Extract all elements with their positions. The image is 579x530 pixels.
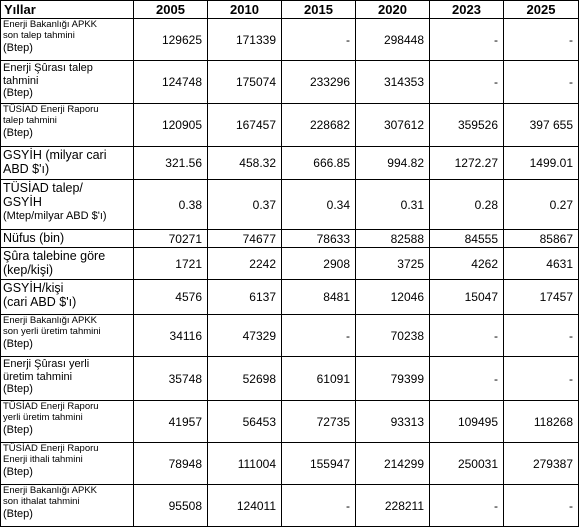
cell-value: 120905 — [134, 104, 208, 147]
cell-value: 47329 — [208, 315, 282, 357]
cell-value: 34116 — [134, 315, 208, 357]
table-row — [1, 443, 579, 485]
cell-value: 109495 — [430, 401, 504, 443]
row-label-line: Enerji ithali tahmini — [3, 453, 83, 465]
row-label-line: (Btep) — [3, 126, 33, 139]
cell-value: 15047 — [430, 280, 504, 315]
row-label-line: ABD $'ı) — [3, 162, 50, 177]
row-label-line: Şûra talebine göre — [3, 249, 106, 263]
cell-value: 0.28 — [430, 180, 504, 230]
row-label-line: Enerji Şûrası talep — [3, 62, 93, 74]
row-label-line: Enerji Şûrası yerli — [3, 358, 90, 370]
row-label-line: yerli üretim tahmini — [3, 411, 83, 423]
row-label-line: TÜSİAD talep/ — [3, 181, 83, 195]
cell-value: 8481 — [282, 280, 356, 315]
cell-value: - — [504, 485, 579, 527]
row-label — [1, 443, 134, 485]
cell-value: 111004 — [208, 443, 282, 485]
cell-value: 279387 — [504, 443, 579, 485]
row-label — [1, 19, 134, 61]
cell-value: 321.56 — [134, 147, 208, 180]
cell-value: - — [430, 61, 504, 104]
row-label — [1, 401, 134, 443]
row-label-line: TÜSİAD Enerji Raporu — [3, 443, 99, 454]
table-row — [1, 61, 579, 104]
cell-value: 93313 — [356, 401, 430, 443]
cell-value: 298448 — [356, 19, 430, 61]
row-label-line: (Btep) — [3, 507, 33, 520]
header-2010: 2010 — [208, 1, 282, 19]
cell-value: 95508 — [134, 485, 208, 527]
cell-value: 228211 — [356, 485, 430, 527]
cell-value: - — [504, 19, 579, 61]
row-label — [1, 357, 134, 401]
row-label-line: Nüfus (bin) — [3, 231, 65, 245]
cell-value: 70238 — [356, 315, 430, 357]
cell-value: 17457 — [504, 280, 579, 315]
table-row — [1, 401, 579, 443]
cell-value: 78948 — [134, 443, 208, 485]
row-label — [1, 230, 134, 248]
row-label-line: Enerji Bakanlığı APKK — [3, 485, 97, 496]
cell-value: - — [282, 485, 356, 527]
row-label-line: GSYİH/kişi — [3, 281, 64, 295]
row-label — [1, 485, 134, 527]
cell-value: 228682 — [282, 104, 356, 147]
row-label — [1, 280, 134, 315]
cell-value: 129625 — [134, 19, 208, 61]
table-row — [1, 104, 579, 147]
cell-value: 167457 — [208, 104, 282, 147]
header-2020: 2020 — [356, 1, 430, 19]
cell-value: 397 655 — [504, 104, 579, 147]
cell-value: 52698 — [208, 357, 282, 401]
row-label-line: TÜSİAD Enerji Raporu — [3, 104, 99, 115]
cell-value: 56453 — [208, 401, 282, 443]
table-row — [1, 147, 579, 180]
cell-value: - — [430, 315, 504, 357]
row-label — [1, 104, 134, 147]
cell-value: 84555 — [430, 230, 504, 248]
cell-value: 78633 — [282, 230, 356, 248]
row-label-line: (Btep) — [3, 337, 33, 350]
header-2005: 2005 — [134, 1, 208, 19]
cell-value: 12046 — [356, 280, 430, 315]
cell-value: 82588 — [356, 230, 430, 248]
cell-value: 118268 — [504, 401, 579, 443]
table-row — [1, 485, 579, 527]
cell-value: 214299 — [356, 443, 430, 485]
cell-value: 0.27 — [504, 180, 579, 230]
row-label-line: (Btep) — [3, 465, 33, 478]
cell-value: 2908 — [282, 248, 356, 280]
row-label-line: GSYİH — [3, 195, 42, 210]
cell-value: - — [430, 357, 504, 401]
cell-value: - — [430, 19, 504, 61]
row-label-line: (cari ABD $'ı) — [3, 295, 77, 310]
cell-value: 85867 — [504, 230, 579, 248]
cell-value: 359526 — [430, 104, 504, 147]
cell-value: 155947 — [282, 443, 356, 485]
cell-value: 994.82 — [356, 147, 430, 180]
cell-value: 41957 — [134, 401, 208, 443]
row-label-line: TÜSİAD Enerji Raporu — [3, 401, 99, 412]
row-label-line: Enerji Bakanlığı APKK — [3, 19, 97, 30]
table-row — [1, 280, 579, 315]
cell-value: 6137 — [208, 280, 282, 315]
cell-value: 233296 — [282, 61, 356, 104]
cell-value: 458.32 — [208, 147, 282, 180]
table-row — [1, 180, 579, 230]
header-2025: 2025 — [504, 1, 579, 19]
cell-value: 124748 — [134, 61, 208, 104]
cell-value: 1272.27 — [430, 147, 504, 180]
cell-value: 70271 — [134, 230, 208, 248]
row-label-line: son talep tahmini — [3, 29, 75, 41]
table-row — [1, 357, 579, 401]
row-label — [1, 248, 134, 280]
cell-value: 61091 — [282, 357, 356, 401]
row-label — [1, 180, 134, 230]
cell-value: 314353 — [356, 61, 430, 104]
row-label-line: talep tahmini — [3, 114, 57, 126]
cell-value: 666.85 — [282, 147, 356, 180]
cell-value: 79399 — [356, 357, 430, 401]
cell-value: 0.37 — [208, 180, 282, 230]
row-label — [1, 147, 134, 180]
row-label-line: (Btep) — [3, 383, 33, 396]
row-label-line: GSYİH (milyar cari — [3, 148, 107, 162]
cell-value: 35748 — [134, 357, 208, 401]
table-row — [1, 230, 579, 248]
cell-value: 4262 — [430, 248, 504, 280]
cell-value: 1721 — [134, 248, 208, 280]
cell-value: - — [504, 357, 579, 401]
cell-value: 307612 — [356, 104, 430, 147]
row-label-line: (Btep) — [3, 41, 33, 54]
table-row — [1, 19, 579, 61]
cell-value: 0.38 — [134, 180, 208, 230]
cell-value: 4576 — [134, 280, 208, 315]
cell-value: 124011 — [208, 485, 282, 527]
cell-value: 3725 — [356, 248, 430, 280]
cell-value: 72735 — [282, 401, 356, 443]
cell-value: 0.34 — [282, 180, 356, 230]
row-label-line: tahmini — [3, 74, 39, 87]
cell-value: - — [282, 315, 356, 357]
row-label-line: (Btep) — [3, 87, 33, 100]
table-row — [1, 248, 579, 280]
header-years: Yıllar — [1, 1, 134, 19]
row-label-line: son yerli üretim tahmini — [3, 325, 101, 337]
row-label — [1, 315, 134, 357]
row-label-line: üretim tahmini — [3, 370, 73, 383]
cell-value: 250031 — [430, 443, 504, 485]
row-label-line: Enerji Bakanlığı APKK — [3, 315, 97, 326]
row-label-line: son ithalat tahmini — [3, 495, 80, 507]
row-label — [1, 61, 134, 104]
cell-value: 171339 — [208, 19, 282, 61]
cell-value: 1499.01 — [504, 147, 579, 180]
cell-value: 0.31 — [356, 180, 430, 230]
cell-value: - — [504, 315, 579, 357]
cell-value: - — [504, 61, 579, 104]
header-2015: 2015 — [282, 1, 356, 19]
row-label-line: (Mtep/milyar ABD $'ı) — [3, 209, 107, 222]
table-row — [1, 315, 579, 357]
row-label-line: (kep/kişi) — [3, 263, 54, 278]
cell-value: - — [282, 19, 356, 61]
header-row — [1, 1, 579, 19]
cell-value: - — [430, 485, 504, 527]
cell-value: 175074 — [208, 61, 282, 104]
row-label-line: (Btep) — [3, 423, 33, 436]
cell-value: 4631 — [504, 248, 579, 280]
cell-value: 2242 — [208, 248, 282, 280]
cell-value: 74677 — [208, 230, 282, 248]
header-2023: 2023 — [430, 1, 504, 19]
